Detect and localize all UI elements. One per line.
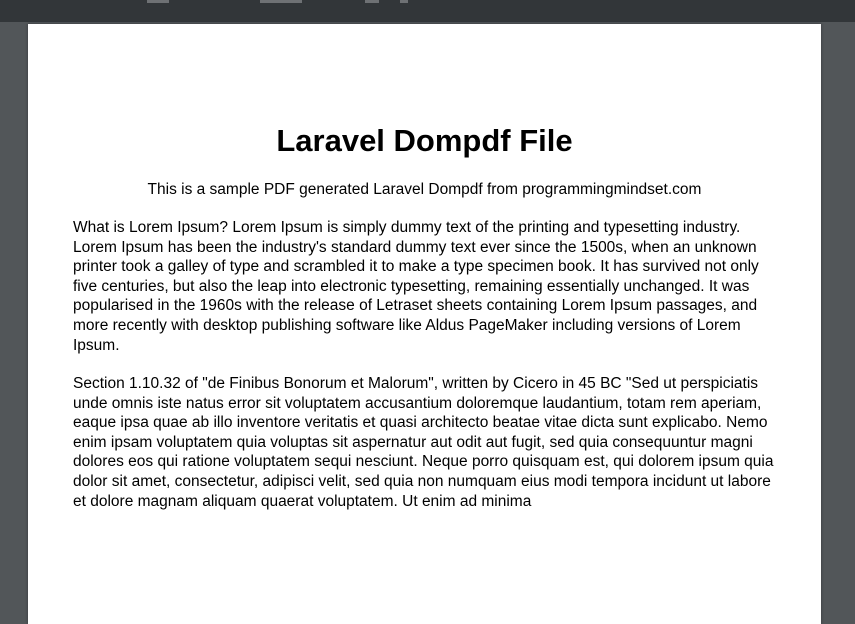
toolbar-control-fragment[interactable]	[147, 0, 169, 3]
document-title: Laravel Dompdf File	[276, 123, 573, 158]
toolbar-control-fragment[interactable]	[400, 0, 408, 3]
toolbar-control-fragment[interactable]	[365, 0, 379, 3]
pdf-page	[28, 24, 821, 624]
document-paragraph: Section 1.10.32 of "de Finibus Bonorum et Malorum", written by Cicero in 45 BC "Sed ut perspiciatis unde omnis iste natus error sit voluptatem accusantium doloremque laudantium, totam rem aperiam, eaque ipsa quae ab illo inventore veritatis et quasi architecto beatae vitae dicta sunt explicabo. Nemo enim ipsam voluptatem quia voluptas sit aspernatur aut odit aut fugit, sed quia consequuntur magni dolores eos qui ratione voluptatem sequi nesciunt. Neque porro quisquam est, qui dolorem ipsum quia dolor sit amet, consectetur, adipisci velit, sed quia non numquam eius modi tempora incidunt ut labore et dolore magnam aliquam quaerat voluptatem. Ut enim ad minima	[73, 375, 774, 510]
pdf-viewer-canvas[interactable]	[0, 22, 855, 510]
pdf-viewer-toolbar	[0, 0, 855, 22]
document-paragraph: What is Lorem Ipsum? Lorem Ipsum is simply dummy text of the printing and typesetting industry. Lorem Ipsum has been the industry's standard dummy text ever since the 1500s, when an unknown printer took a galley of type and scrambled it to make a type specimen book. It has survived not only five centuries, but also the leap into electronic typesetting, remaining essentially unchanged. It was popularised in the 1960s with the release of Letraset sheets containing Lorem Ipsum passages, and more recently with desktop publishing software like Aldus PageMaker including versions of Lorem Ipsum.	[73, 219, 759, 354]
toolbar-control-fragment[interactable]	[260, 0, 302, 3]
document-subtitle: This is a sample PDF generated Laravel Dompdf from programmingmindset.com	[147, 181, 702, 198]
